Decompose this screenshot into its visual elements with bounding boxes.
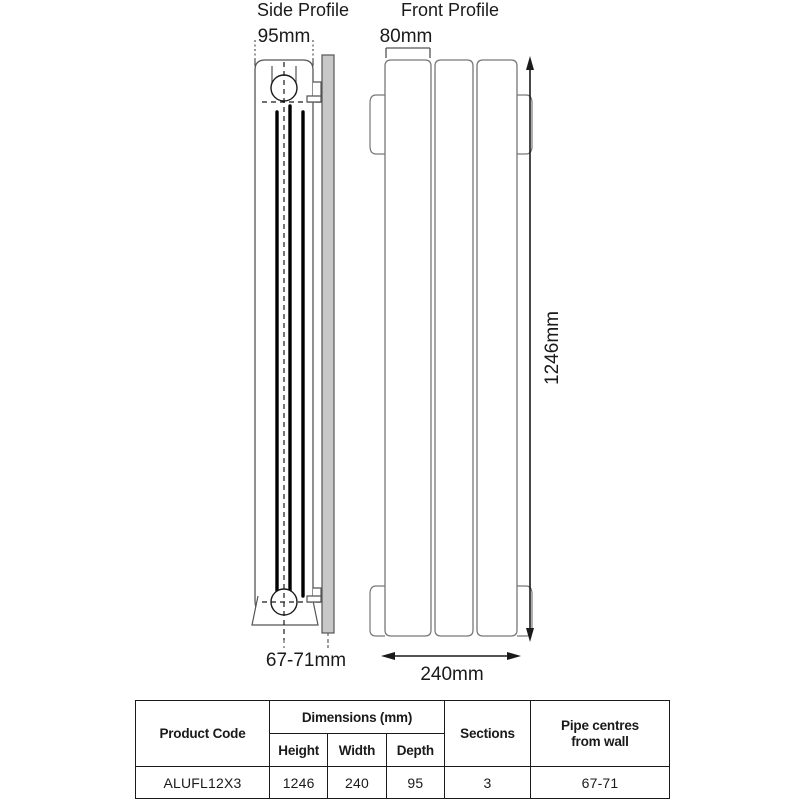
front-height-label: 1246mm [542, 311, 563, 385]
header-width: Width [328, 734, 386, 767]
front-width-label: 240mm [420, 664, 484, 685]
front-profile-sections [370, 60, 532, 636]
front-section-width-bracket [386, 48, 430, 58]
side-profile-title: Side Profile [256, 0, 350, 20]
front-width-dimension-arrow [381, 652, 521, 660]
cell-width: 240 [328, 767, 386, 799]
cell-sections: 3 [445, 767, 531, 799]
header-pipe-centres-line2: from wall [571, 733, 629, 749]
cell-product-code: ALUFL12X3 [136, 767, 270, 799]
wall-strip [322, 55, 334, 650]
specification-table [135, 700, 670, 799]
cell-height: 1246 [270, 767, 328, 799]
pipe-centre-extension-ticks [284, 640, 328, 648]
header-dimensions-group: Dimensions (mm) [270, 701, 445, 734]
pipe-centre-label: 67-71mm [265, 650, 347, 671]
specification-table-wrapper [135, 700, 665, 799]
front-section-width-label: 80mm [379, 26, 433, 47]
side-depth-label: 95mm [257, 26, 311, 47]
header-sections: Sections [445, 701, 531, 767]
table-row [136, 767, 670, 799]
header-pipe-centres-line1: Pipe centres [561, 717, 639, 733]
table-header-row-1 [136, 701, 670, 734]
header-pipe-centres [531, 701, 670, 767]
cell-depth: 95 [386, 767, 444, 799]
header-product-code: Product Code [136, 701, 270, 767]
front-profile-title: Front Profile [400, 0, 500, 20]
cell-pipe-centres: 67-71 [531, 767, 670, 799]
header-depth: Depth [386, 734, 444, 767]
header-height: Height [270, 734, 328, 767]
side-profile-body [252, 60, 318, 625]
